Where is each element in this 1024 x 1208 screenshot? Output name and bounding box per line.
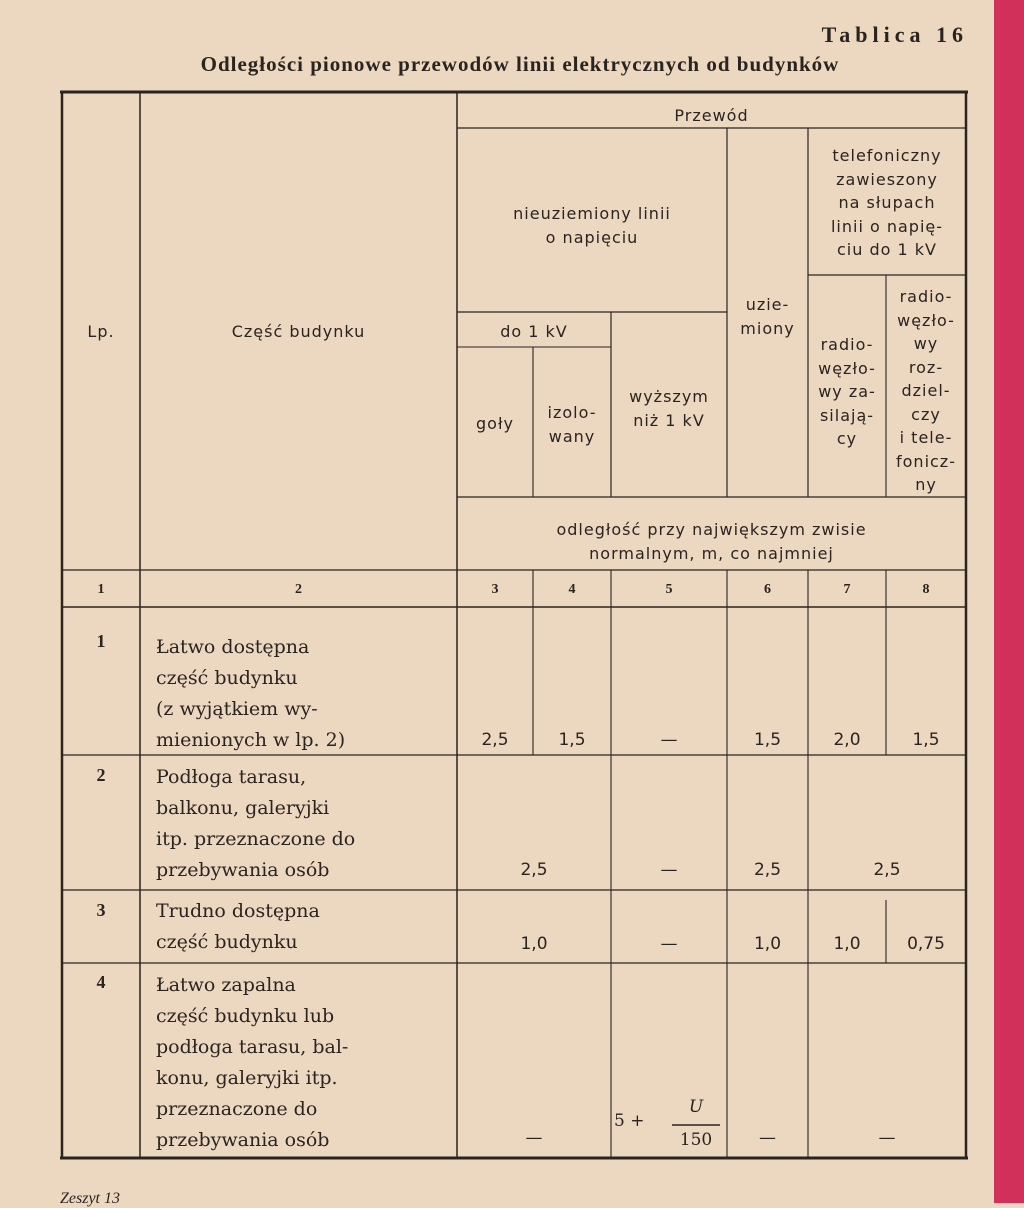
- column-number: 1: [97, 582, 105, 597]
- table-title: Odległości pionowe przewodów linii elektrycznych od budynków: [200, 52, 840, 76]
- row-1-col-5: —: [660, 730, 678, 750]
- row-1-part: Łatwo dostępna część budynku (z wyjątkiem wy- mienionych w lp. 2): [156, 636, 346, 751]
- row-3-col-6: 1,0: [753, 934, 782, 954]
- column-number: 6: [764, 582, 771, 597]
- header-goly: goły: [476, 414, 514, 433]
- column-number: 5: [665, 582, 673, 597]
- header-lp: Lp.: [87, 322, 115, 341]
- header-radio-zasilajacy: radio- węzło- wy za- silają- cy: [818, 335, 876, 448]
- row-1-col-3: 2,5: [481, 730, 509, 750]
- row-3-col-8: 0,75: [907, 934, 945, 954]
- row-4-formula-prefix: 5 +: [614, 1111, 645, 1131]
- row-3-col-5: —: [660, 934, 678, 954]
- row-2-col-7-8: 2,5: [873, 860, 901, 880]
- row-2-part: Podłoga tarasu, balkonu, galeryjki itp. przeznaczone do przebywania osób: [156, 766, 356, 881]
- row-3-col-3-4: 1,0: [520, 934, 548, 954]
- row-4-col-7-8: —: [878, 1128, 896, 1148]
- row-3-lp: 3: [96, 900, 106, 920]
- row-4-col-3-4: —: [525, 1128, 543, 1148]
- header-wyzszym: wyższym niż 1 kV: [629, 387, 709, 430]
- row-2-col-6: 2,5: [753, 860, 782, 880]
- row-2-col-3-4: 2,5: [520, 860, 548, 880]
- footer-note: Zeszyt 13: [60, 1190, 120, 1207]
- row-4-col-6: —: [759, 1128, 776, 1148]
- header-part: Część budynku: [231, 322, 366, 341]
- row-3-col-7: 1,0: [833, 934, 861, 954]
- column-number: 7: [843, 582, 851, 597]
- header-odleglosc: odległość przy największym zwisie normalnym, m, co najmniej: [556, 520, 867, 563]
- column-number: 4: [568, 582, 576, 597]
- header-telefoniczny: telefoniczny zawieszony na słupach linii o napię- ciu do 1 kV: [830, 146, 944, 259]
- row-1-lp: 1: [96, 631, 106, 651]
- header-uziemiony: uzie- miony: [740, 295, 795, 338]
- row-1-col-4: 1,5: [558, 730, 586, 750]
- row-2-col-5: —: [660, 860, 678, 880]
- header-nieuziemiony: nieuziemiony linii o napięciu: [513, 204, 671, 247]
- column-number: 8: [922, 582, 930, 597]
- row-1-col-6: 1,5: [753, 730, 782, 750]
- header-do-1kv: do 1 kV: [500, 322, 568, 341]
- row-3-part: Trudno dostępna część budynku: [156, 900, 320, 953]
- column-number: 2: [295, 582, 302, 597]
- header-radio-rozdzielczy: radio- węzło- wy roz- dziel- czy i tele- fonicz- ny: [896, 287, 956, 494]
- row-1-col-7: 2,0: [833, 730, 861, 750]
- row-4-lp: 4: [96, 972, 106, 992]
- header-izolowany: izolo- wany: [547, 403, 597, 446]
- row-4-formula-numerator: U: [688, 1097, 704, 1117]
- header-przewod: Przewód: [674, 106, 749, 125]
- row-4-part: Łatwo zapalna część budynku lub podłoga tarasu, bal- konu, galeryjki itp. przeznaczone do przebywania osób: [156, 974, 349, 1151]
- column-number: 3: [491, 582, 499, 597]
- table-number: Tablica 16: [821, 22, 968, 47]
- row-1-col-8: 1,5: [912, 730, 940, 750]
- row-2-lp: 2: [96, 765, 106, 785]
- row-4-formula-denominator: 150: [679, 1130, 713, 1150]
